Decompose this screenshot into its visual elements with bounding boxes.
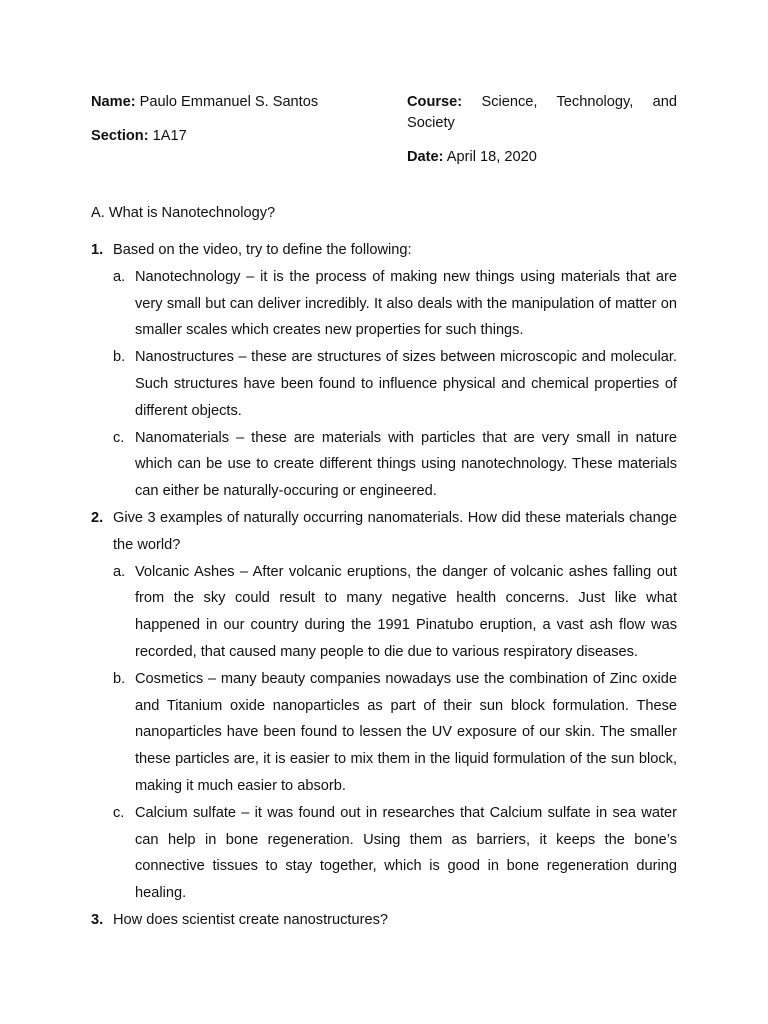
item-letter: a.: [113, 268, 126, 285]
question-2: [91, 505, 677, 559]
question-text: Based on the video, try to define the following:: [113, 242, 412, 258]
course-value: Science, Technology, and Society: [407, 94, 677, 131]
question-number: 1.: [91, 242, 104, 258]
list-item: [91, 344, 677, 424]
course-label: Course:: [407, 94, 463, 110]
item-text: Nanotechnology – it is the process of making new things using materials that are very small but can deliver incredibly. It also deals with the manipulation of matter on smaller scales which creates new properties for such things.: [135, 268, 677, 339]
item-text: Nanostructures – these are structures of sizes between microscopic and molecular. Such structures have been found to influence physical and chemical properties of different objects.: [135, 349, 677, 419]
question-text: How does scientist create nanostructures?: [113, 911, 388, 928]
section-field: [91, 126, 381, 147]
item-text: Volcanic Ashes – After volcanic eruptions, the danger of volcanic ashes falling out from the sky could result to many negative health concerns. Just like what happened in our country during the 1991 Pinatubo eruption, a vast ash flow was recorded, that caused many people to die due to various respiratory diseases.: [135, 563, 677, 660]
section-value: 1A17: [152, 128, 187, 144]
document-body: [91, 203, 677, 934]
header-left: [91, 92, 381, 147]
list-item: [91, 800, 677, 907]
name-label: Name:: [91, 94, 136, 110]
question-number: 2.: [91, 509, 104, 526]
header-right: [407, 92, 677, 168]
list-item: [91, 264, 677, 344]
item-text: Calcium sulfate – it was found out in researches that Calcium sulfate in sea water can help in bone regeneration. Using them as barriers, it keeps the bone’s connective tissues to stay together, which is good in bone regeneration during healing.: [135, 804, 677, 902]
name-field: [91, 92, 381, 113]
list-item: [91, 666, 677, 800]
item-letter: c.: [113, 429, 125, 446]
question-text: Give 3 examples of naturally occurring nanomaterials. How did these materials change the world?: [113, 509, 677, 553]
list-item: [91, 559, 677, 666]
date-value: April 18, 2020: [446, 149, 537, 165]
item-letter: a.: [113, 563, 126, 580]
question-2-answers: [91, 559, 677, 907]
item-text: Cosmetics – many beauty companies nowadays use the combination of Zinc oxide and Titanium oxide nanoparticles as part of their sun block formulation. These nanoparticles have been found to lessen the UV exposure of our skin. The smaller these particles are, it is easier to mix them in the liquid formulation of the sun block, making it much easier to absorb.: [135, 670, 677, 794]
item-letter: c.: [113, 804, 125, 821]
question-number: 3.: [91, 911, 104, 928]
item-letter: b.: [113, 670, 126, 687]
course-field: [407, 92, 677, 134]
list-item: [91, 425, 677, 505]
question-3: [91, 907, 677, 934]
section-label: Section:: [91, 128, 149, 144]
item-letter: b.: [113, 349, 126, 366]
question-1: [91, 237, 677, 264]
section-heading: A. What is Nanotechnology?: [91, 205, 276, 221]
name-value: Paulo Emmanuel S. Santos: [139, 94, 319, 110]
question-1-answers: [91, 264, 677, 505]
item-text: Nanomaterials – these are materials with particles that are very small in nature which can be use to create different things using nanotechnology. These materials can either be naturally-occuring or engineered.: [135, 429, 677, 500]
date-field: [407, 147, 677, 168]
date-label: Date:: [407, 149, 444, 165]
